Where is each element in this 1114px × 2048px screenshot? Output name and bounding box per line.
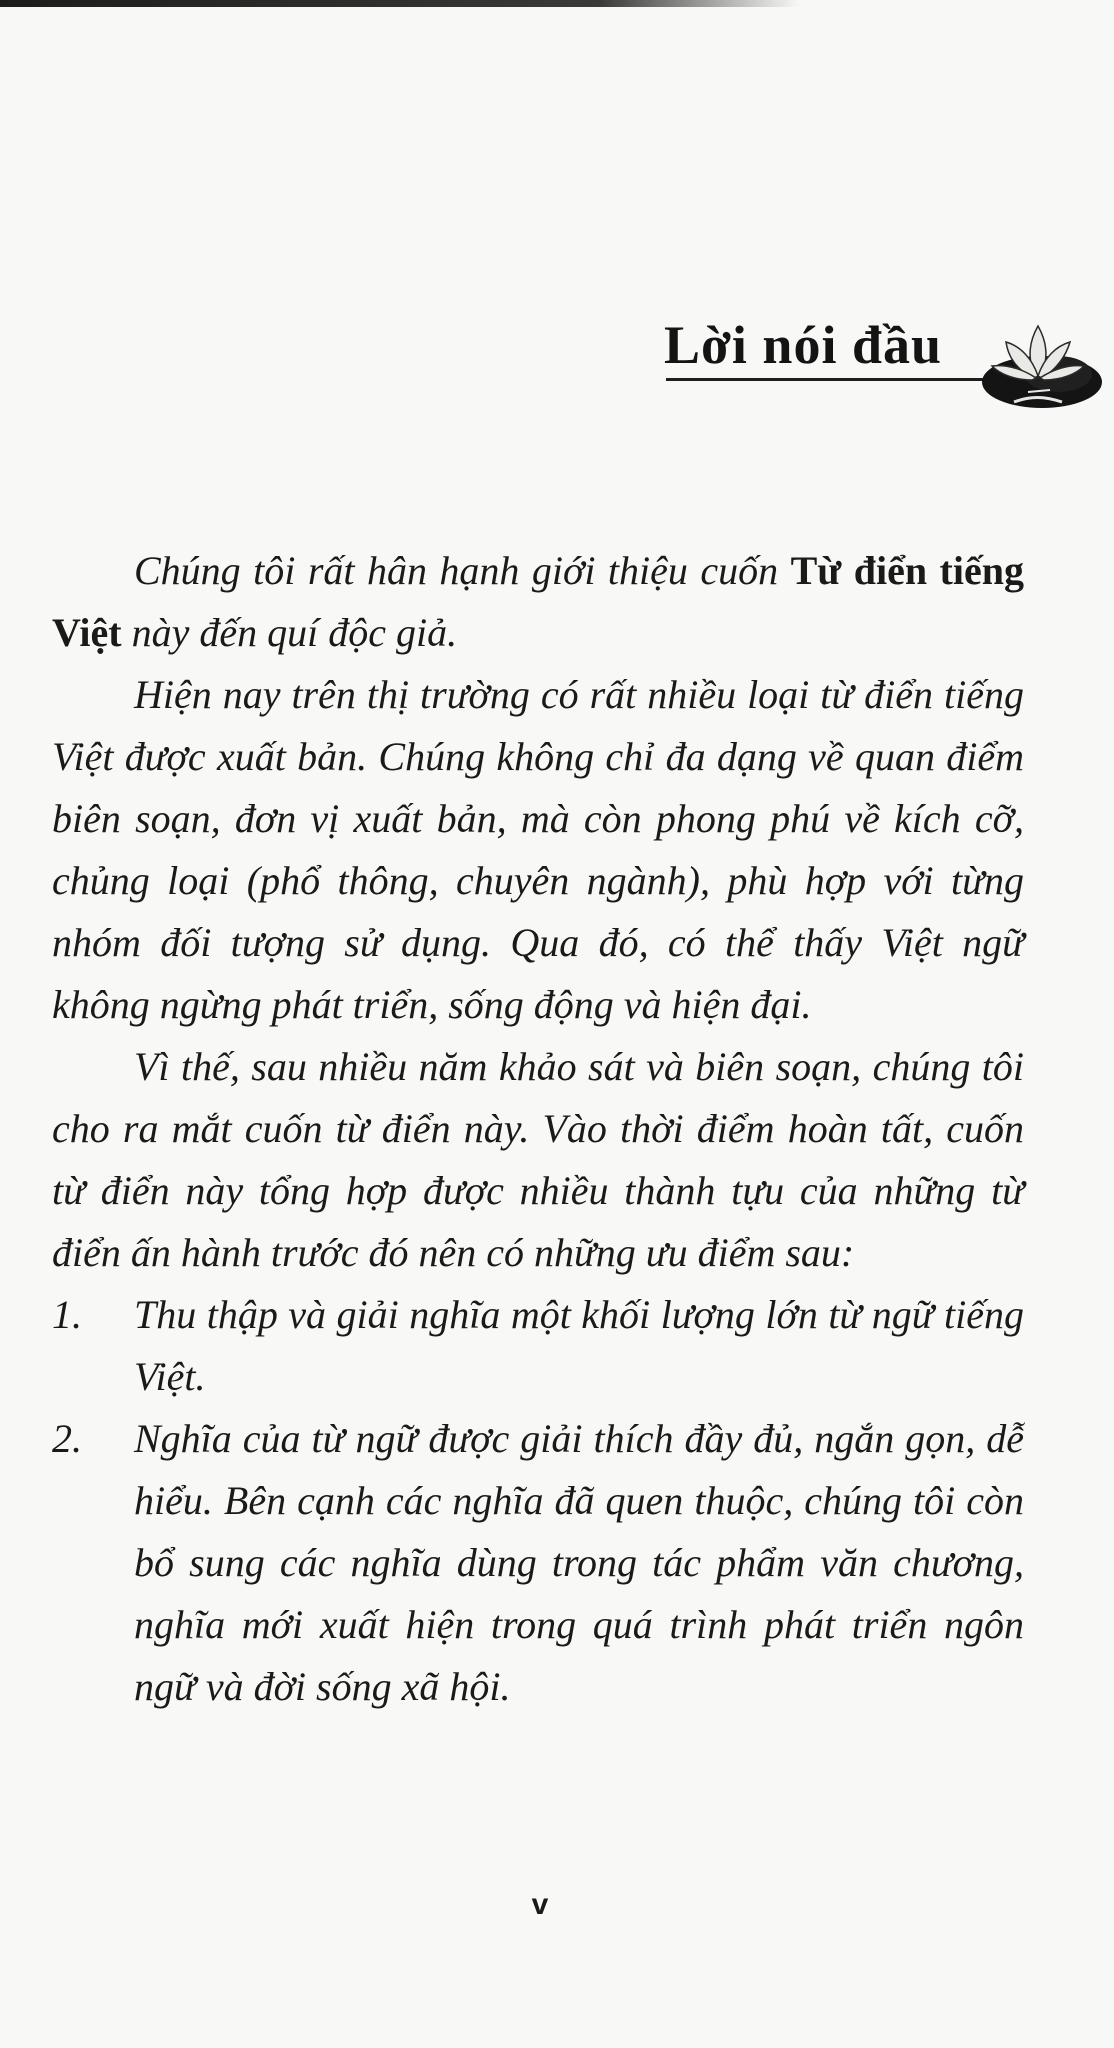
paragraph-advantages: Vì thế, sau nhiều năm khảo sát và biên soạn, chúng tôi cho ra mắt cuốn từ điển này. Vào thời điểm hoàn tất, cuốn từ điển này tổng hợp được nhiều thành tựu của những từ điển ấn hành trước đó nên có những ưu điểm sau: [52,1044,1024,1275]
list-number: 1. [52,1292,82,1337]
list-item [52,1408,1024,1718]
intro-text-start: Chúng tôi rất hân hạnh giới thiệu cuốn [134,548,791,593]
list-number: 2. [52,1416,82,1461]
paragraph-intro [52,540,1024,664]
dictionary-title: Từ điển tiếng Việt [52,548,1024,655]
list-item-text: Nghĩa của từ ngữ được giải thích đầy đủ, ngắn gọn, dễ hiểu. Bên cạnh các nghĩa đã quen thuộc, chúng tôi còn bổ sung các nghĩa dùng trong tác phẩm văn chương, nghĩa mới xuất hiện trong quá trình phát triển ngôn ngữ và đời sống xã hội. [134,1416,1024,1709]
lotus-flower-icon [974,316,1102,416]
paragraph-market: Hiện nay trên thị trường có rất nhiều loại từ điển tiếng Việt được xuất bản. Chúng không chỉ đa dạng về quan điểm biên soạn, đơn vị xuất bản, mà còn phong phú về kích cỡ, chủng loại (phổ thông, chuyên ngành), phù hợp với từng nhóm đối tượng sử dụng. Qua đó, có thể thấy Việt ngữ không ngừng phát triển, sống động và hiện đại. [52,672,1024,1027]
heading-block [664,296,1104,436]
title-underline [666,378,996,381]
intro-text-end: này đến quí độc giả. [121,610,458,655]
page-number: v [531,1888,549,1921]
advantages-list [52,1284,1024,1718]
preface-body [52,540,1024,1718]
list-item-text: Thu thập và giải nghĩa một khối lượng lớn từ ngữ tiếng Việt. [134,1292,1024,1399]
list-item [52,1284,1024,1408]
page-top-edge-shadow [0,0,800,7]
page-title: Lời nói đầu [664,315,943,375]
